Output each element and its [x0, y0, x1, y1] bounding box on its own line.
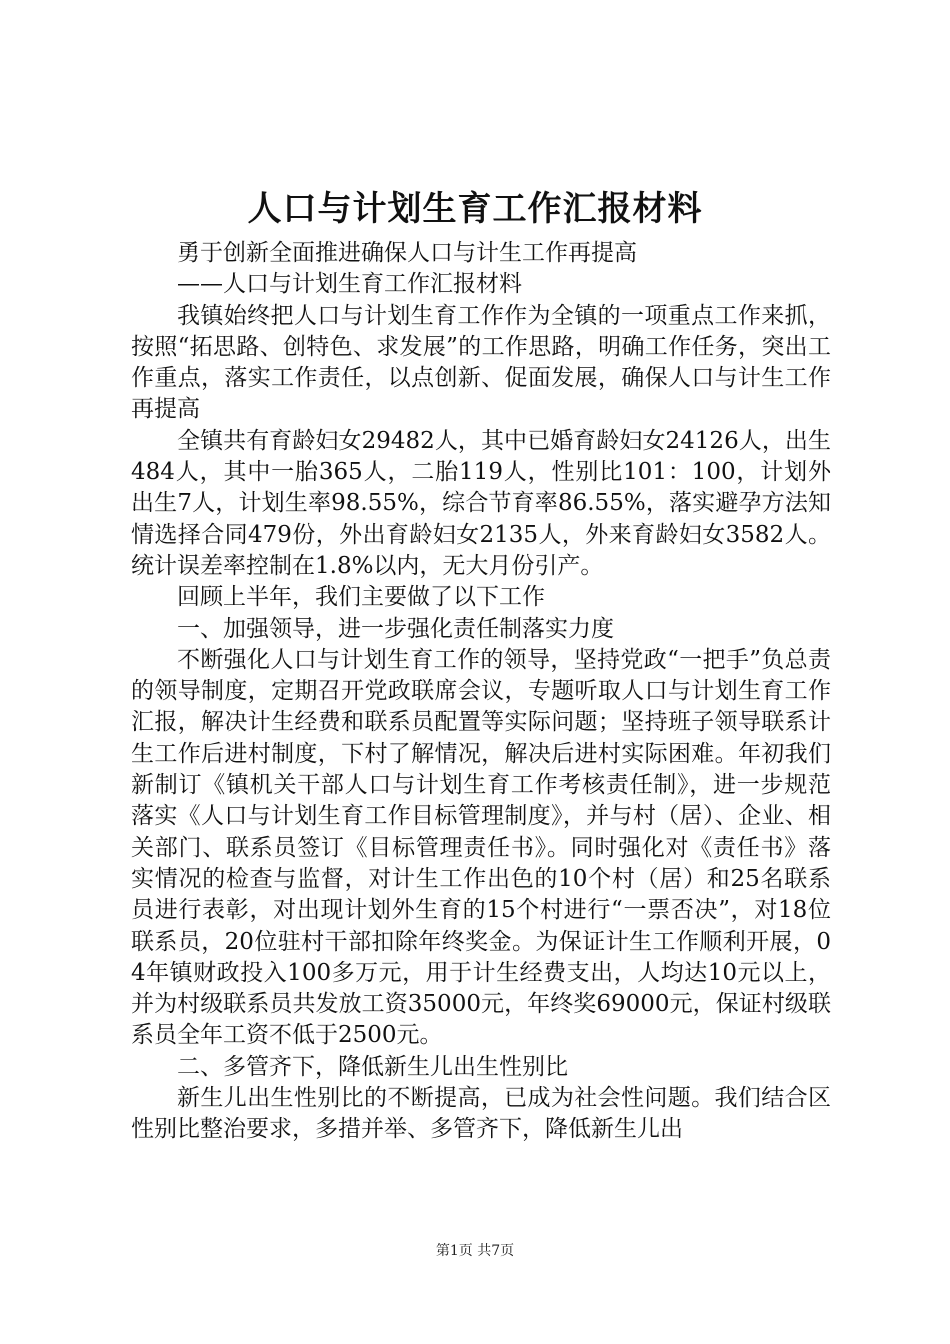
paragraph-statistics: 全镇共有育龄妇女29482人，其中已婚育龄妇女24126人，出生484人，其中一胎365人，二胎119人，性别比101：100，计划外出生7人，计划生率98.55%，综合节育率86.55%，落实避孕方法知情选择合同479份，外出育龄妇女2135人，外来育龄妇女3582人。统计误差率控制在1.8%以内，无大月份引产。 — [131, 427, 831, 579]
section-heading-1: 一、加强领导，进一步强化责任制落实力度 — [177, 615, 614, 642]
document-body — [131, 238, 831, 1146]
subtitle-dash-line: ——人口与计划生育工作汇报材料 — [177, 271, 522, 298]
subtitle-line: 勇于创新全面推进确保人口与计生工作再提高 — [177, 240, 637, 266]
paragraph-intro: 我镇始终把人口与计划生育工作作为全镇的一项重点工作来抓，按照“拓思路、创特色、求发展”的工作思路，明确工作任务，突出工作重点，落实工作责任，以点创新、促面发展，确保人口与计生工作再提高 — [131, 302, 831, 423]
paragraph-section-1: 不断强化人口与计划生育工作的领导，坚持党政“一把手”负总责的领导制度，定期召开党政联席会议，专题听取人口与计划生育工作汇报，解决计生经费和联系员配置等实际问题；坚持班子领导联系计生工作后进村制度，下村了解情况，解决后进村实际困难。年初我们新制订《镇机关干部人口与计划生育工作考核责任制》，进一步规范落实《人口与计划生育工作目标管理制度》，并与村（居）、企业、相关部门、联系员签订《目标管理责任书》。同时强化对《责任书》落实情况的检查与监督，对计生工作出色的10个村（居）和25名联系员进行表彰，对出现计划外生育的15个村进行“一票否决”，对18位联系员，20位驻村干部扣除年终奖金。为保证计生工作顺利开展，04年镇财政投入100多万元，用于计生经费支出，人均达10元以上，并为村级联系员共发放工资35000元，年终奖69000元，保证村级联系员全年工资不低于2500元。 — [131, 646, 831, 1049]
page-number: 第1页 共7页 — [435, 1243, 515, 1259]
paragraph-review: 回顾上半年，我们主要做了以下工作 — [177, 584, 545, 611]
paragraph-section-2: 新生儿出生性别比的不断提高，已成为社会性问题。我们结合区性别比整治要求，多措并举、多管齐下，降低新生儿出 — [131, 1085, 831, 1143]
document-title: 人口与计划生育工作汇报材料 — [247, 189, 703, 229]
section-heading-2: 二、多管齐下，降低新生儿出生性别比 — [177, 1053, 568, 1080]
